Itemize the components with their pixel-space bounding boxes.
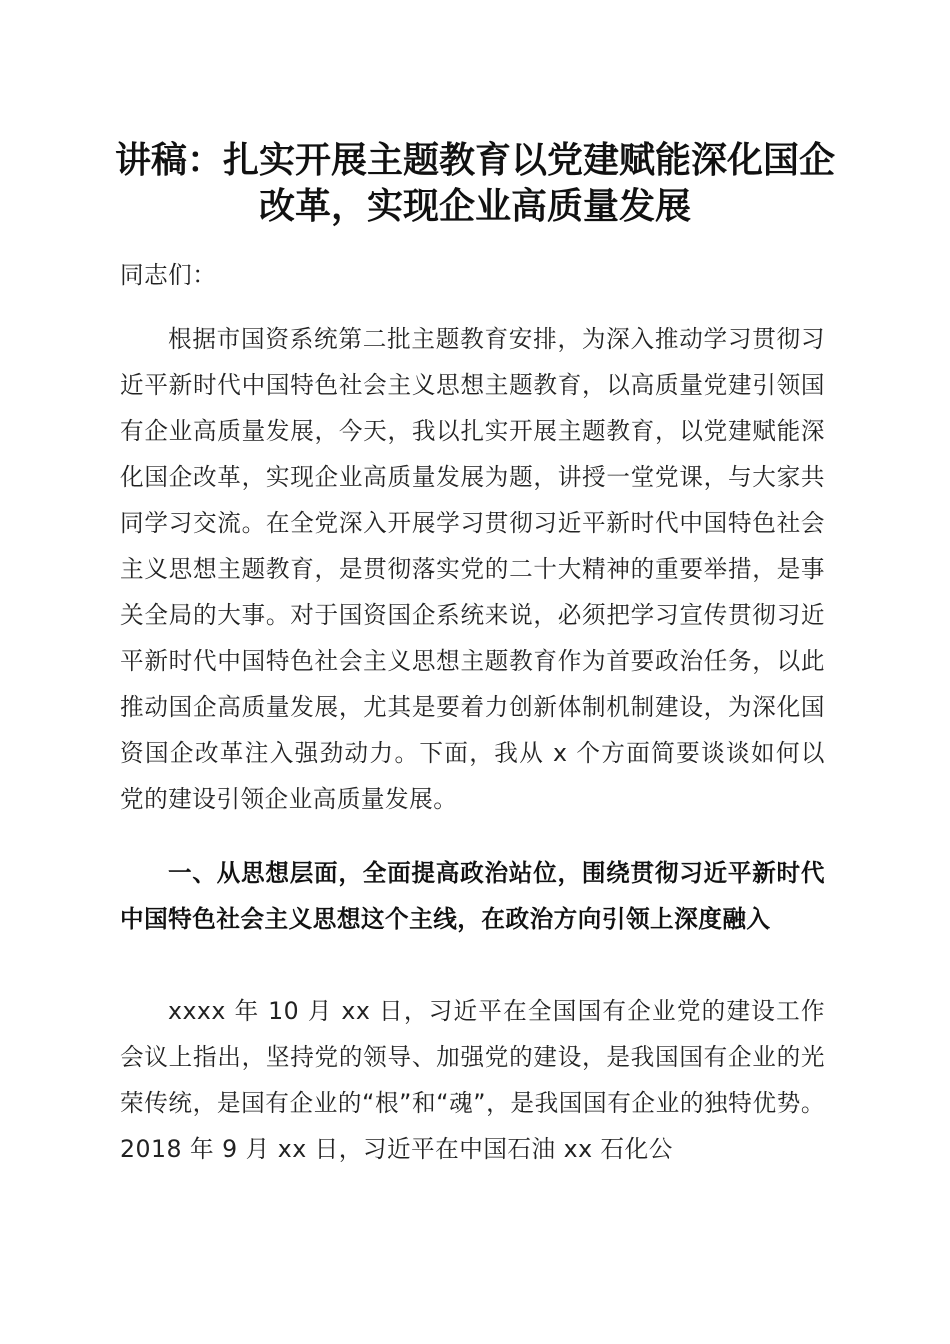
section-heading-1: 一、从思想层面，全面提高政治站位，围绕贯彻习近平新时代中国特色社会主义思想这个主线，在政治方向引领上深度融入 <box>120 859 825 933</box>
salutation: 同志们： <box>120 261 217 289</box>
paragraph-intro: 根据市国资系统第二批主题教育安排，为深入推动学习贯彻习近平新时代中国特色社会主义思想主题教育，以高质量党建引领国有企业高质量发展，今天，我以扎实开展主题教育，以党建赋能深化国企改革，实现企业高质量发展为题，讲授一堂党课，与大家共同学习交流。在全党深入开展学习贯彻习近平新时代中国特色社会主义思想主题教育，是贯彻落实党的二十大精神的重要举措，是事关全局的大事。对于国资国企系统来说，必须把学习宣传贯彻习近平新时代中国特色社会主义思想主题教育作为首要政治任务，以此推动国企高质量发展，尤其是要着力创新体制机制建设，为深化国资国企改革注入强劲动力。下面，我从 x 个方面简要谈谈如何以党的建设引领企业高质量发展。 <box>120 325 825 813</box>
paragraph-section-1: xxxx 年 10 月 xx 日，习近平在全国国有企业党的建设工作会议上指出，坚持党的领导、加强党的建设，是我国国有企业的光荣传统，是国有企业的“根”和“魂”，是我国国有企业的独特优势。2018 年 9 月 xx 日，习近平在中国石油 xx 石化公 <box>120 997 825 1163</box>
document-title-line-1: 讲稿：扎实开展主题教育以党建赋能深化国企 <box>114 139 835 181</box>
document-title-line-2: 改革，实现企业高质量发展 <box>258 185 691 227</box>
